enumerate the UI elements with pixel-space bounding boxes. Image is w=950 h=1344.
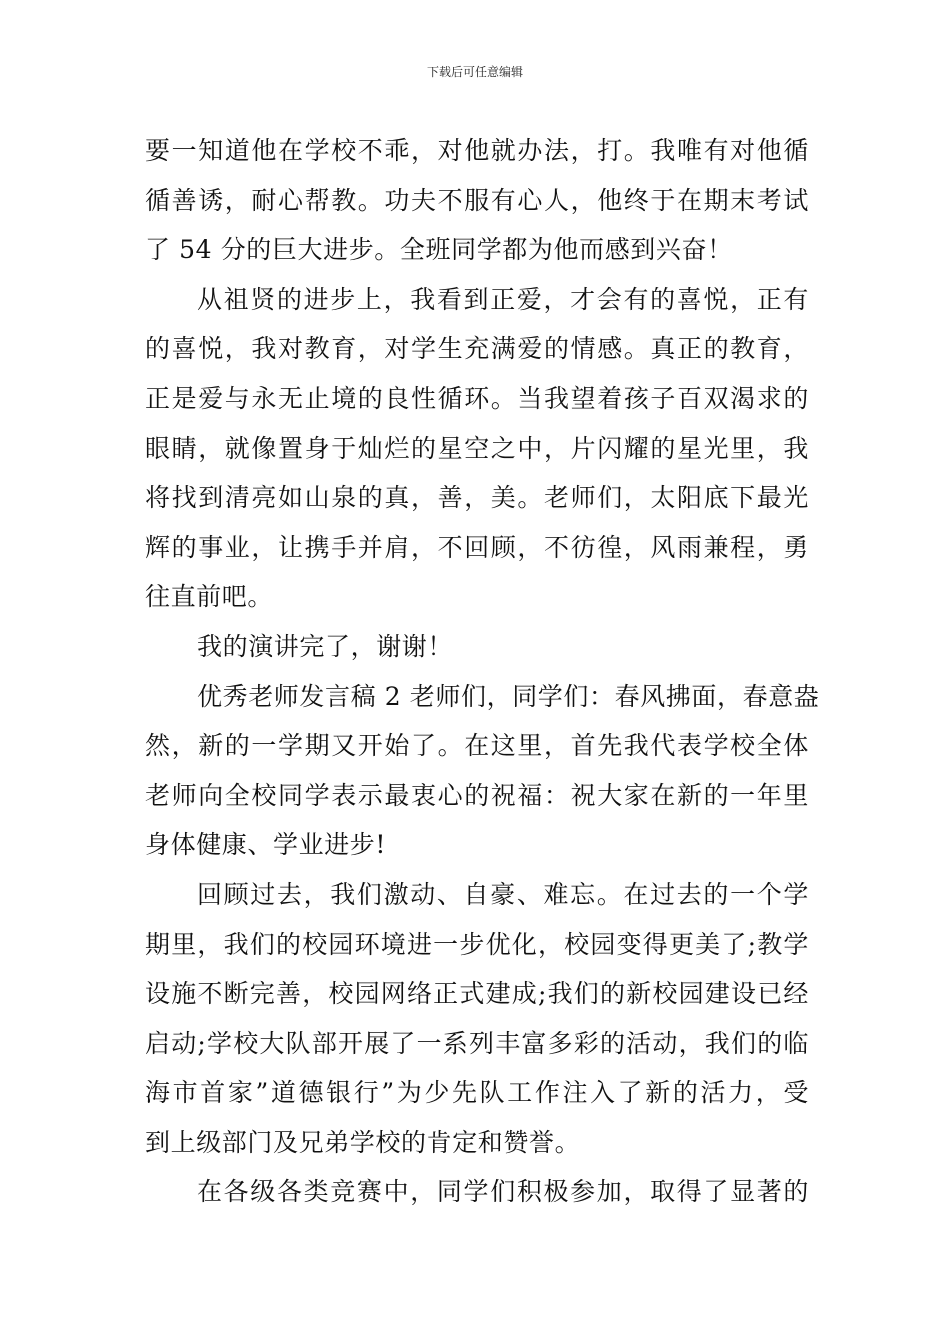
text-line: 身体健康、学业进步!: [145, 830, 387, 860]
text-line: 回顾过去，我们激动、自豪、难忘。在过去的一个学: [197, 879, 809, 909]
text-line: 我的演讲完了，谢谢！: [197, 631, 454, 661]
text-line: 循善诱，耐心帮教。功夫不服有心人，他终于在期末考试: [145, 185, 809, 215]
text-line: 启动;学校大队部开展了一系列丰富多彩的活动，我们的临: [145, 1028, 809, 1058]
text-line: 要一知道他在学校不乖，对他就办法，打。我唯有对他循: [145, 136, 809, 165]
text-line: 将找到清亮如山泉的真，善，美。老师们，太阳底下最光: [145, 483, 809, 513]
text-line: 老师向全校同学表示最衷心的祝福：祝大家在新的一年里: [145, 780, 809, 810]
text-line: 从祖贤的进步上，我看到正爱，才会有的喜悦，正有: [197, 284, 809, 314]
header-note: 下载后可任意编辑: [426, 65, 523, 79]
body-text: [145, 126, 820, 1217]
text-line: 期里，我们的校园环境进一步优化，校园变得更美了;教学: [145, 929, 809, 959]
text-line: 到上级部门及兄弟学校的肯定和赞誉。: [145, 1127, 581, 1157]
text-line: 在各级各类竞赛中，同学们积极参加，取得了显著的: [197, 1177, 809, 1207]
text-line: 往直前吧。: [145, 582, 274, 612]
text-line: 辉的事业，让携手并肩，不回顾，不彷徨，风雨兼程，勇: [145, 532, 809, 562]
text-line: 优秀老师发言稿 2 老师们，同学们：春风拂面，春意盎: [197, 681, 820, 711]
text-line: 正是爱与永无止境的良性循环。当我望着孩子百双渴求的: [145, 383, 809, 413]
text-line: 了 54 分的巨大进步。全班同学都为他而感到兴奋！: [145, 235, 733, 265]
text-line: 眼睛，就像置身于灿烂的星空之中，片闪耀的星光里，我: [145, 433, 809, 463]
text-line: 设施不断完善，校园网络正式建成;我们的新校园建设已经: [145, 979, 809, 1009]
text-line: 的喜悦，我对教育，对学生充满爱的情感。真正的教育，: [145, 334, 809, 364]
text-line: 海市首家”道德银行”为少先队工作注入了新的活力，受: [145, 1078, 809, 1108]
text-line: 然，新的一学期又开始了。在这里，首先我代表学校全体: [145, 731, 809, 761]
